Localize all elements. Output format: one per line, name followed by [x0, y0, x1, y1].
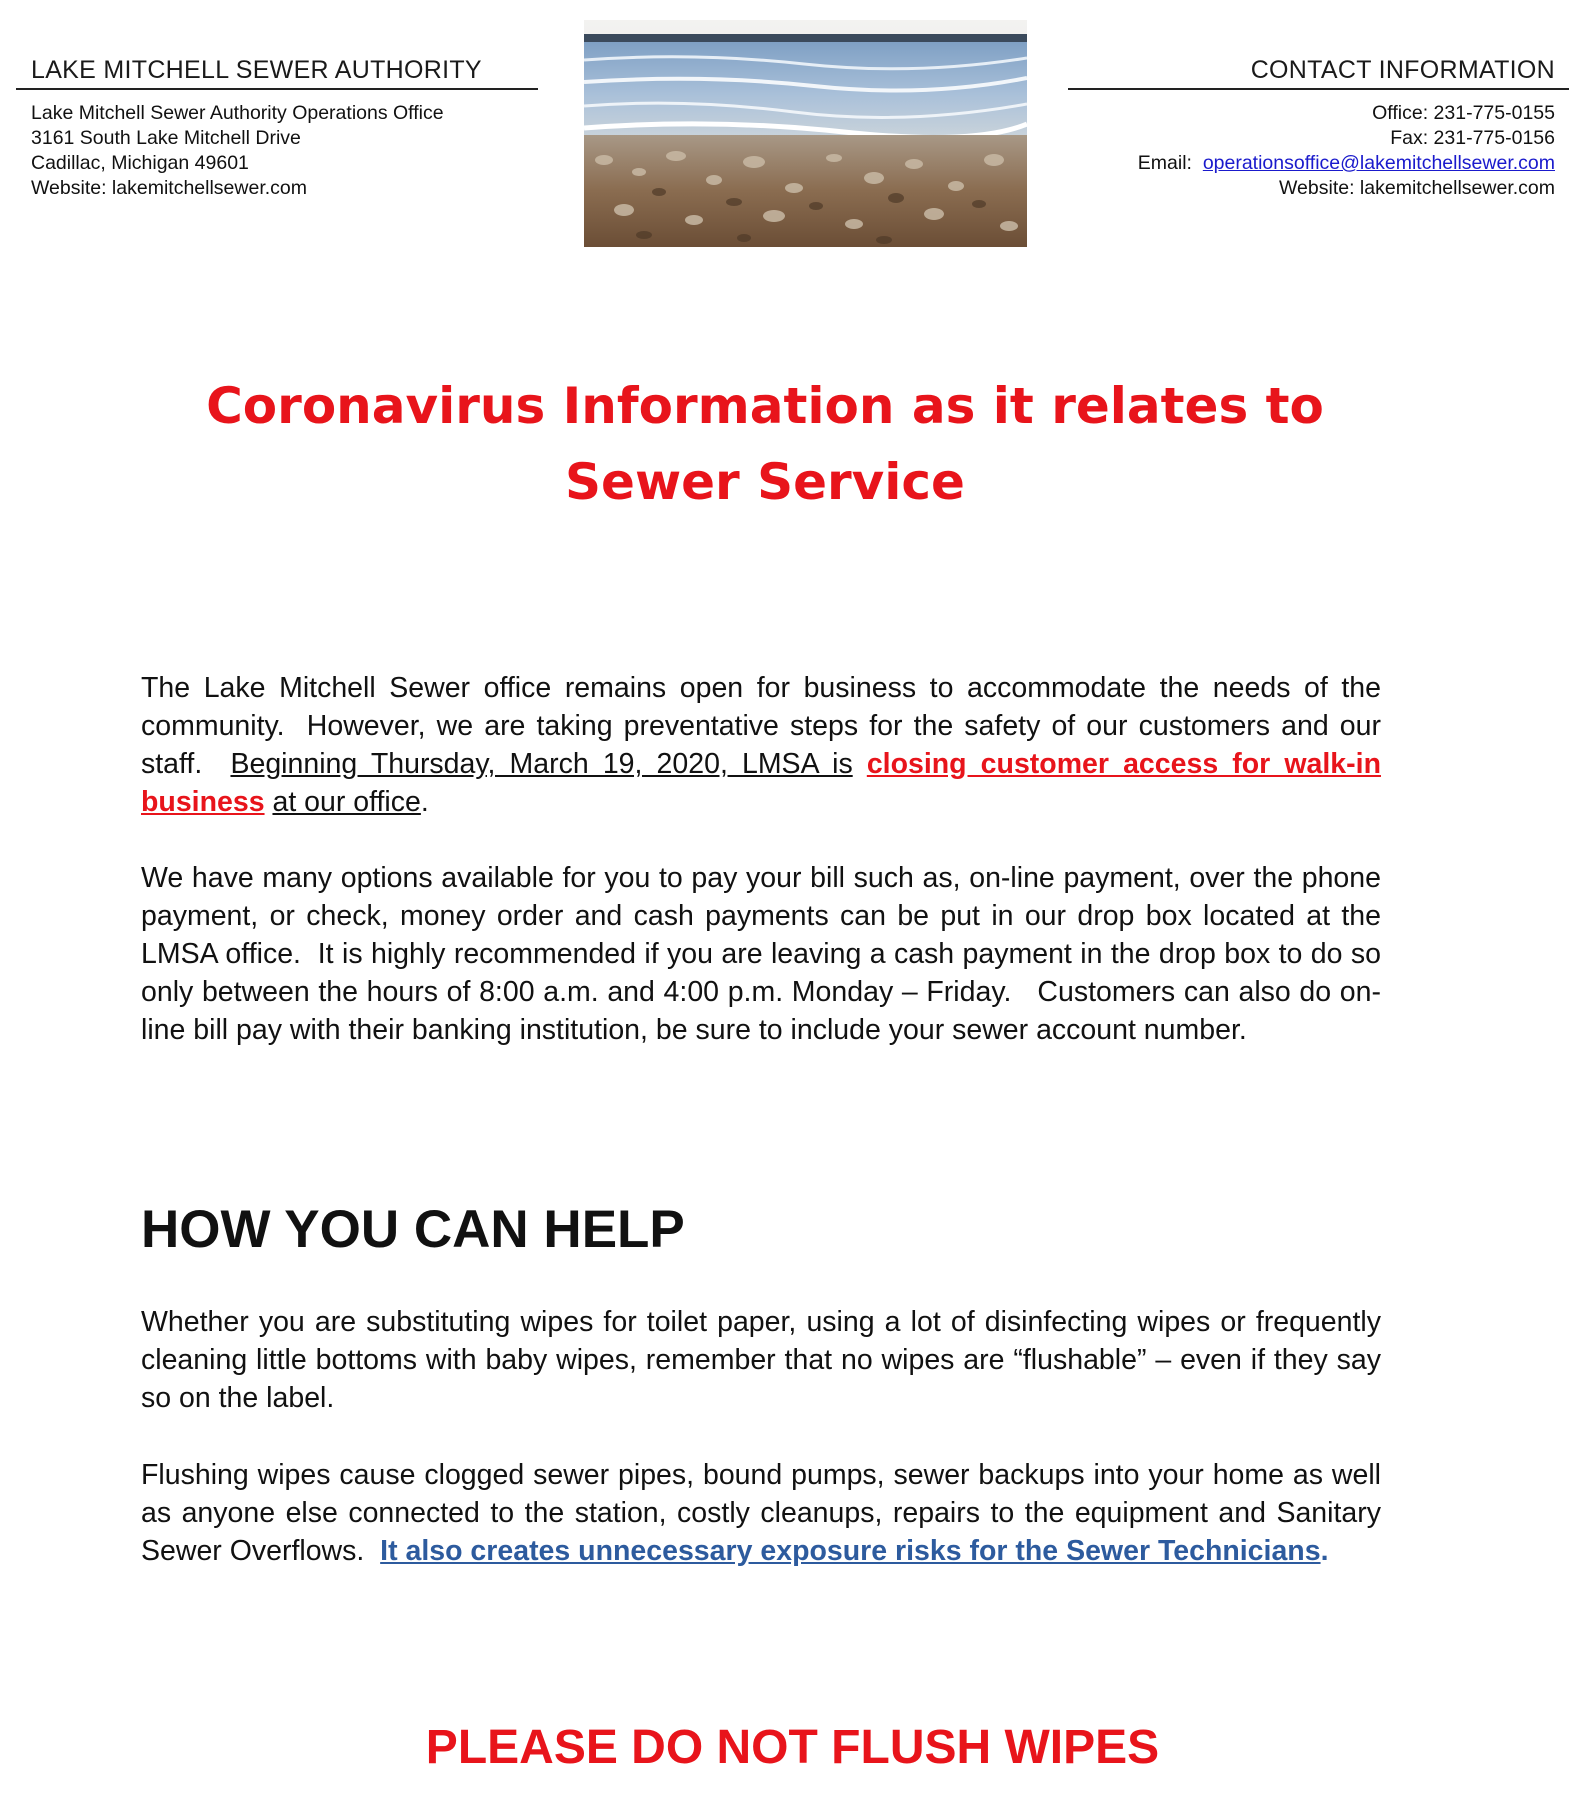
flushing-risks-text: Flushing wipes cause clogged sewer pipes, bound pumps, sewer backups into your home as well as anyone else connected to the station, costly cleanups, repairs to the equipment and Sanitary Sewer Overflows. — [141, 1459, 1389, 1567]
email-line — [1068, 151, 1555, 176]
website-line-left: Website: lakemitchellsewer.com — [31, 177, 307, 199]
street-address: 3161 South Lake Mitchell Drive — [31, 127, 301, 149]
exposure-risk-period: . — [1320, 1535, 1329, 1567]
contact-block — [1068, 90, 1569, 201]
closure-location: at our office — [272, 786, 421, 818]
title-line-2: Sewer Service — [565, 453, 965, 511]
office-closure-paragraph — [141, 669, 1389, 821]
address-block — [16, 90, 538, 201]
email-link[interactable]: operationsoffice@lakemitchellsewer.com — [1202, 152, 1555, 174]
flushing-risks-paragraph — [141, 1456, 1389, 1570]
website-line-right: Website: lakemitchellsewer.com — [1279, 177, 1555, 199]
office-name: Lake Mitchell Sewer Authority Operations Office — [31, 102, 444, 124]
page-title — [100, 368, 1430, 520]
closure-space — [853, 748, 867, 780]
fax-number: Fax: 231-775-0156 — [1390, 127, 1555, 149]
closure-date-text: Beginning Thursday, March 19, 2020, LMSA is — [230, 748, 853, 780]
header-left — [16, 52, 538, 201]
payment-options-paragraph: We have many options available for you to pay your bill such as, on-line payment, over the phone payment, or check, money order and cash payments can be put in our drop box located at the LMSA office. It is highly recommended if you are leaving a cash payment in the drop box to do so only between the hours of 8:00 a.m. and 4:00 p.m. Monday – Friday. Customers can also do on-line bill pay with their banking institution, be sure to include your sewer account number. — [141, 862, 1389, 1046]
organization-title: LAKE MITCHELL SEWER AUTHORITY — [16, 52, 538, 90]
title-line-1: Coronavirus Information as it relates to — [206, 377, 1324, 435]
closure-text: The Lake Mitchell Sewer office remains open for business to accommodate the needs of the community. However, we are taking preventative steps for the safety of our customers and our staff. — [141, 672, 1389, 780]
closure-period: . — [420, 786, 429, 818]
city-state-zip: Cadillac, Michigan 49601 — [31, 152, 249, 174]
how-you-can-help-heading: HOW YOU CAN HELP — [141, 1200, 685, 1259]
contact-title: CONTACT INFORMATION — [1068, 52, 1569, 90]
wipes-paragraph: Whether you are substituting wipes for toilet paper, using a lot of disinfecting wipes or frequently cleaning little bottoms with baby wipes, remember that no wipes are “flushable” – even if they say so on the label. — [141, 1306, 1381, 1414]
lake-shore-photo — [584, 20, 1027, 247]
closure-highlight: closing customer access for walk-in business — [141, 748, 1381, 818]
email-label: Email: — [1137, 152, 1203, 174]
office-phone: Office: 231-775-0155 — [1372, 102, 1555, 124]
exposure-risk-highlight: It also creates unnecessary exposure risks for the Sewer Technicians — [380, 1535, 1321, 1567]
do-not-flush-warning: PLEASE DO NOT FLUSH WIPES — [425, 1721, 1160, 1774]
header-right — [1068, 52, 1569, 201]
